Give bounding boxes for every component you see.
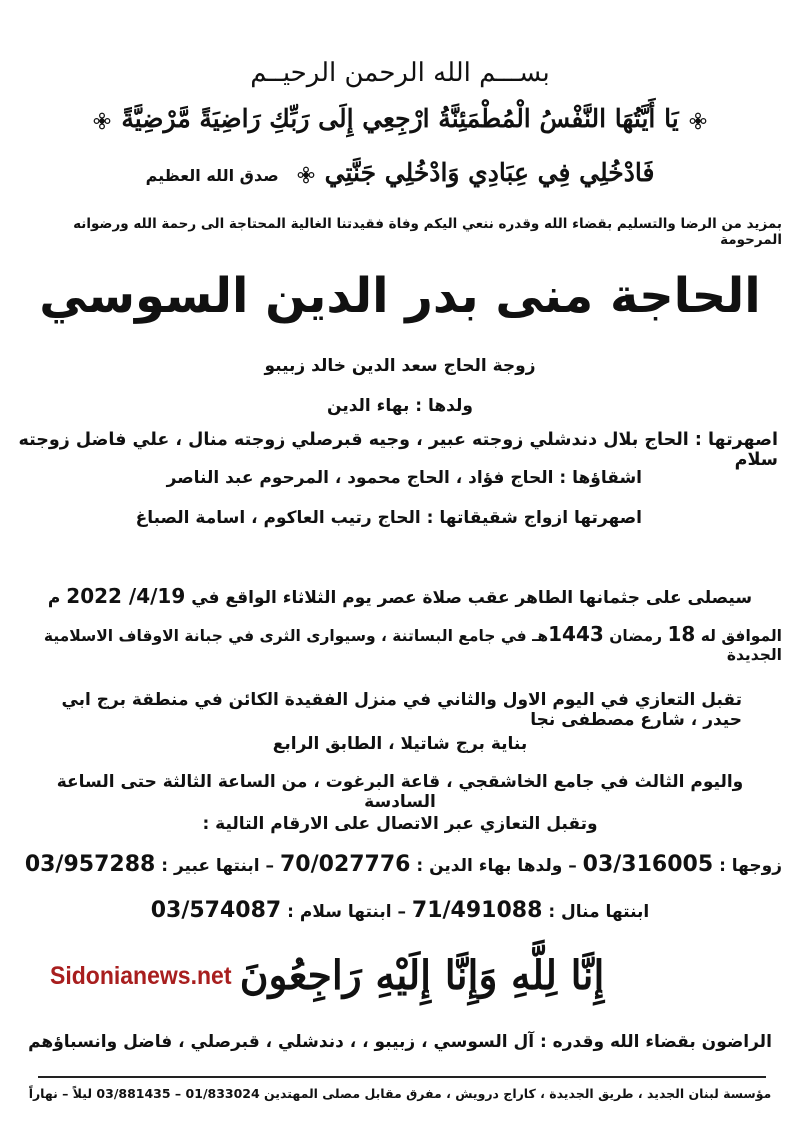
husband-label: زوجها : bbox=[719, 856, 782, 876]
mourners: الراضون بقضاء الله وقدره : آل السوسي ، زبيبو ، ، دندشلي ، قبرصلي ، فاضل وانسباؤهم bbox=[28, 1032, 772, 1052]
hijri-month: رمضان bbox=[609, 627, 663, 645]
burial-text-before: الموافق له bbox=[700, 627, 782, 645]
footer-divider bbox=[38, 1076, 766, 1078]
funeral-text-after: م bbox=[47, 588, 61, 608]
funeral-text-before: سيصلى على جثمانها الطاهر عقب صلاة عصر يوم الثلاثاء الواقع في bbox=[191, 588, 753, 608]
footer-agency: مؤسسة لبنان الجديد ، طريق الجديدة ، كاراج درويش ، مفرق مقابل مصلى المهتدين 01/833024 – 03/881435 ليلاً – نهاراً bbox=[28, 1086, 772, 1101]
condolence-line-3: واليوم الثالث في جامع الخاشقجي ، قاعة البرغوت ، من الساعة الثالثة حتى الساعة السادسة bbox=[56, 772, 744, 812]
flower-ornament-icon bbox=[93, 112, 111, 130]
verse-text-1: يَا أَيَّتُهَا النَّفْسُ الْمُطْمَئِنَّةُ ارْجِعِي إِلَى رَبِّكِ رَاضِيَةً مَّرْضِيَّةً bbox=[121, 104, 679, 133]
daughter3-phone: 03/574087 bbox=[150, 898, 282, 923]
basmala: بســـم الله الرحمن الرحيــم bbox=[250, 58, 550, 88]
son-label: – ولدها بهاء الدين : bbox=[416, 856, 577, 876]
sons-in-law: اصهرتها : الحاج بلال دندشلي زوجته عبير ، وجيه قبرصلي زوجته منال ، علي فاضل زوجته سلام bbox=[18, 430, 778, 470]
sisters-husbands: اصهرتها ازواج شقيقاتها : الحاج رتيب العاكوم ، اسامة الصباغ bbox=[135, 508, 642, 528]
quran-verse-line-1 bbox=[20, 104, 780, 133]
quran-verse-line-2 bbox=[20, 158, 780, 187]
calligraphy-inna-lillah: إِنَّا لِلَّهِ وَإِنَّا إِلَيْهِ رَاجِعُونَ bbox=[239, 952, 605, 999]
funeral-date: 2022 /4/19 bbox=[66, 584, 186, 608]
daughter2-label: ابنتها منال : bbox=[548, 902, 650, 922]
flower-ornament-icon bbox=[297, 166, 315, 184]
son: ولدها : بهاء الدين bbox=[327, 396, 473, 416]
phones-line-2 bbox=[20, 898, 780, 923]
daughter2-phone: 71/491088 bbox=[411, 898, 543, 923]
sadaq-allah: صدق الله العظيم bbox=[145, 166, 279, 185]
burial-line bbox=[10, 622, 782, 664]
condolence-line-1: تقبل التعازي في اليوم الاول والثاني في منزل الفقيدة الكائن في منطقة برج ابي حيدر ، شارع مصطفى نجا bbox=[61, 690, 742, 730]
verse-text-2: فَادْخُلِي فِي عِبَادِي وَادْخُلِي جَنَّتِي bbox=[324, 158, 655, 187]
daughter1-label: – ابنتها عبير : bbox=[161, 856, 275, 876]
intro-text: بمزيد من الرضا والتسليم بقضاء الله وقدره ننعي اليكم وفاة فقيدتنا الغالية المحتاجة الى رحمة الله ورضوانه المرحومة bbox=[73, 216, 782, 248]
condolence-line-2: بناية برج شاتيلا ، الطابق الرابع bbox=[272, 734, 528, 754]
condolence-line-4: وتقبل التعازي عبر الاتصال على الارقام التالية : bbox=[202, 814, 598, 834]
burial-text-after: هـ في جامع البساتنة ، وسيوارى الثرى في جبانة الاوقاف الاسلامية الجديدة bbox=[43, 627, 782, 664]
son-phone: 70/027776 bbox=[279, 852, 411, 877]
daughter3-label: – ابنتها سلام : bbox=[287, 902, 406, 922]
hijri-day: 18 bbox=[667, 622, 696, 646]
daughter1-phone: 03/957288 bbox=[24, 852, 156, 877]
husband-phone: 03/316005 bbox=[582, 852, 714, 877]
flower-ornament-icon bbox=[689, 112, 707, 130]
funeral-prayer-line bbox=[20, 584, 780, 608]
watermark-site: Sidonianews.net bbox=[50, 962, 232, 990]
phones-line-1 bbox=[18, 852, 782, 877]
hijri-year: 1443 bbox=[548, 622, 604, 646]
brothers: اشقاؤها : الحاج فؤاد ، الحاج محمود ، المرحوم عبد الناصر bbox=[166, 468, 642, 488]
deceased-name: الحاجة منى بدر الدين السوسي bbox=[39, 268, 761, 324]
wife-of: زوجة الحاج سعد الدين خالد زبيبو bbox=[264, 356, 536, 376]
